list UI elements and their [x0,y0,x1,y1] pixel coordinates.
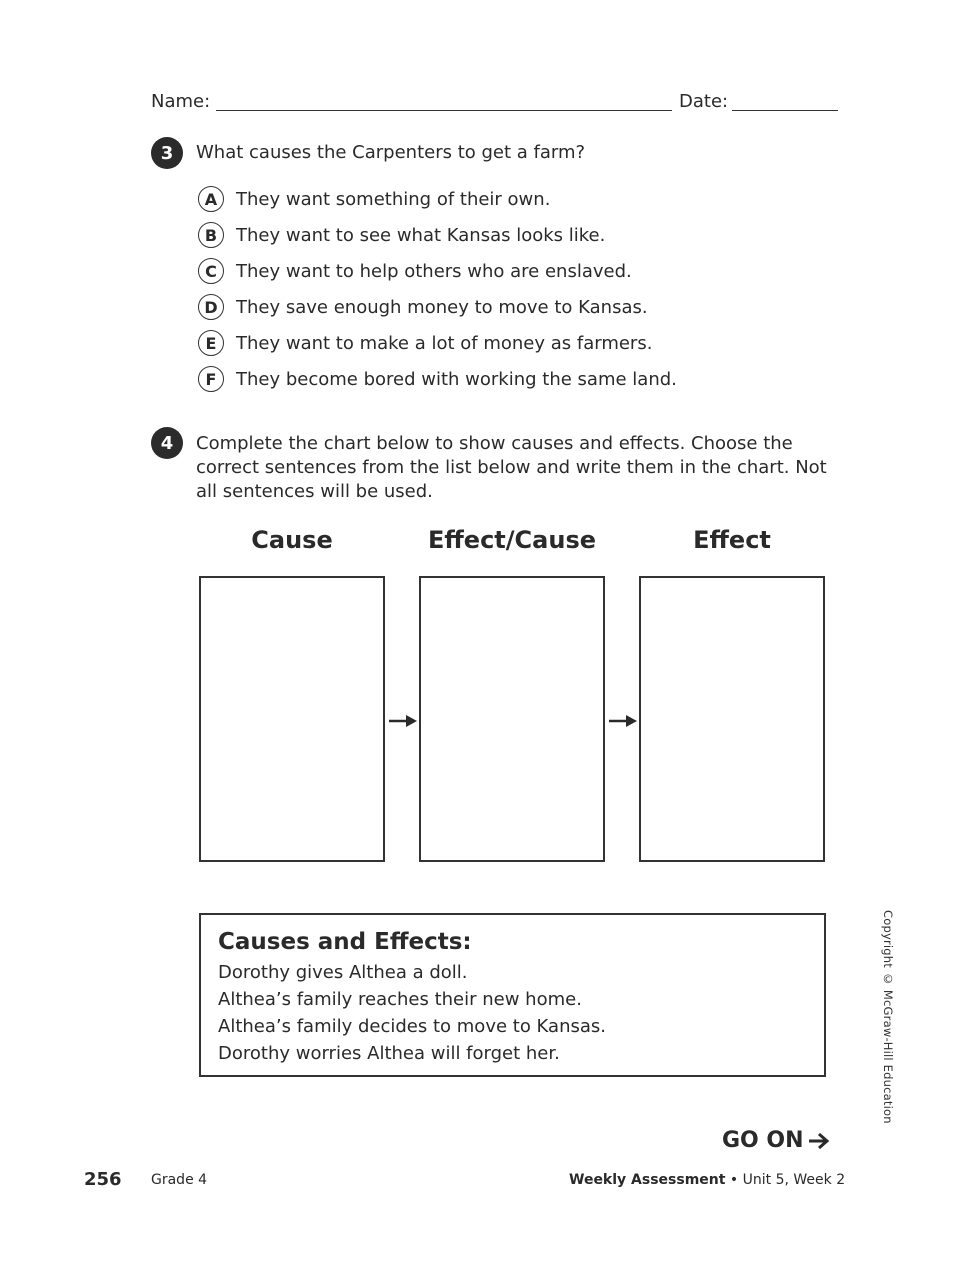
option-c-bubble[interactable]: C [198,258,224,284]
option-b-text: They want to see what Kansas looks like. [236,224,606,246]
question-3-number: 3 [151,137,183,169]
arrow-right-icon [808,1132,830,1150]
right-arrow-icon [608,714,638,728]
option-f-bubble[interactable]: F [198,366,224,392]
chart-header-cause: Cause [251,526,333,554]
chart-header-effect: Effect [693,526,771,554]
question-4-prompt: Complete the chart below to show causes and effects. Choose the correct sentences from the list below and write them in the chart. Not all sentences will be used. [196,433,827,502]
option-c[interactable] [198,253,677,289]
name-field[interactable] [216,110,672,111]
option-f-text: They become bored with working the same land. [236,368,677,390]
list-item: Dorothy worries Althea will forget her. [218,1043,560,1064]
option-d[interactable] [198,289,677,325]
go-on-indicator [722,1128,830,1153]
option-a[interactable] [198,181,677,217]
option-e-bubble[interactable]: E [198,330,224,356]
question-3-prompt: What causes the Carpenters to get a farm? [196,142,586,163]
question-4-number: 4 [151,427,183,459]
unit-label: Unit 5, Week 2 [742,1172,846,1188]
option-e-text: They want to make a lot of money as farmers. [236,332,653,354]
option-a-text: They want something of their own. [236,188,551,210]
option-d-text: They save enough money to move to Kansas. [236,296,648,318]
causes-effects-title: Causes and Effects: [218,929,472,955]
right-arrow-icon [388,714,418,728]
effect-box[interactable] [639,576,825,862]
option-e[interactable] [198,325,677,361]
name-label: Name: [151,91,211,112]
list-item: Althea’s family decides to move to Kansas. [218,1016,606,1037]
assessment-title: Weekly Assessment [569,1172,726,1188]
date-label: Date: [679,91,729,112]
question-3-options [198,181,677,397]
option-a-bubble[interactable]: A [198,186,224,212]
option-d-bubble[interactable]: D [198,294,224,320]
go-on-label: GO ON [722,1128,804,1153]
copyright-notice: Copyright © McGraw-Hill Education [881,910,895,1124]
list-item: Althea’s family reaches their new home. [218,989,582,1010]
option-b-bubble[interactable]: B [198,222,224,248]
date-field[interactable] [732,110,838,111]
effect-cause-box[interactable] [419,576,605,862]
option-b[interactable] [198,217,677,253]
assessment-info [569,1172,845,1188]
chart-header-effect-cause: Effect/Cause [427,526,597,554]
causes-effects-list [199,913,826,1077]
grade-label: Grade 4 [151,1172,208,1188]
option-f[interactable] [198,361,677,397]
option-c-text: They want to help others who are enslaved. [236,260,632,282]
cause-box[interactable] [199,576,385,862]
page-number: 256 [84,1169,122,1190]
footer-separator: • [725,1172,743,1188]
list-item: Dorothy gives Althea a doll. [218,962,468,983]
